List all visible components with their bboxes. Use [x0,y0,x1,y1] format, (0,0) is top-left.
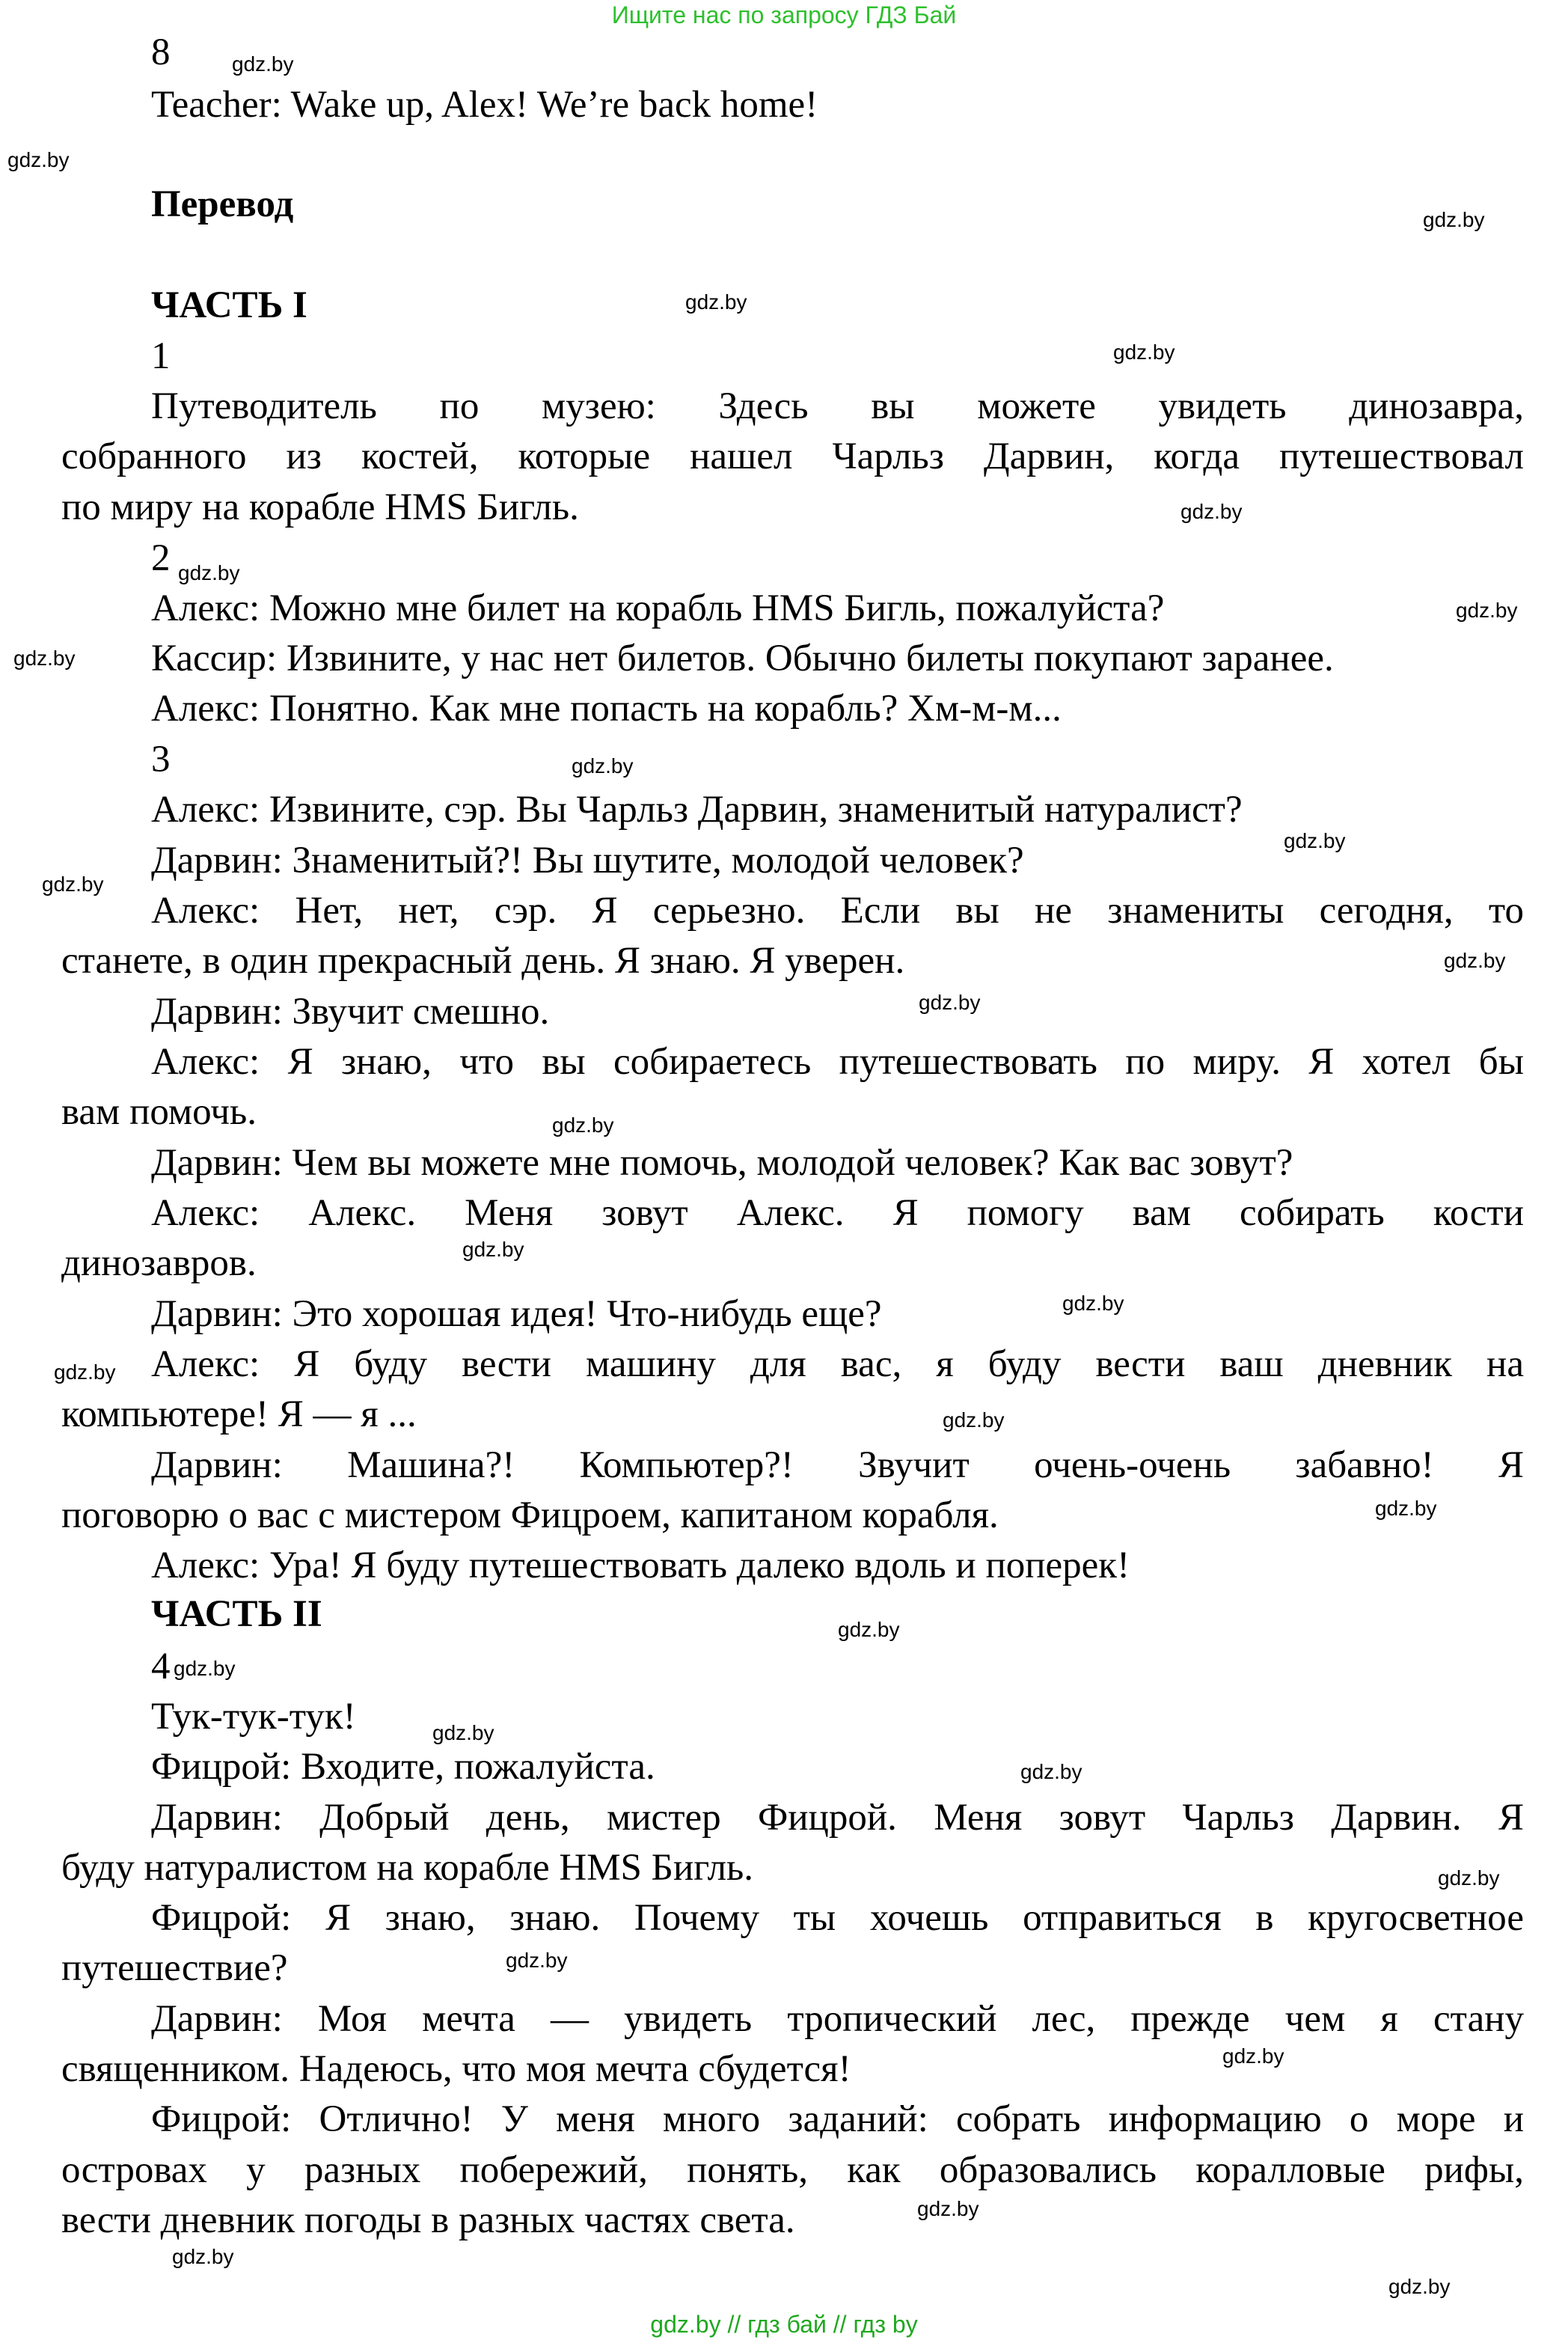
alex-ticket-line: Алекс: Можно мне билет на корабль HMS Бигль, пожалуйста? [151,587,1165,629]
darwin-dream-line-2: священником. Надеюсь, что моя мечта сбудется! [61,2048,851,2090]
watermark: gdz.by [917,2197,979,2220]
darwin-car-line-1: Дарвин: Машина?! Компьютер?! Звучит очень-очень забавно! Я [151,1444,1524,1486]
alex-no-line-2: станете, в один прекрасный день. Я знаю. Я уверен. [61,940,905,982]
watermark: gdz.by [172,2245,234,2268]
alex-understand-line: Алекс: Понятно. Как мне попасть на корабль? Хм-м-м... [151,688,1062,730]
teacher-line: Teacher: Wake up, Alex! We’re back home! [151,84,818,126]
alex-drive-line-1: Алекс: Я буду вести машину для вас, я буду вести ваш дневник на [151,1343,1524,1385]
alex-name-line-1: Алекс: Алекс. Меня зовут Алекс. Я помогу вам собирать кости [151,1192,1524,1234]
watermark: gdz.by [1423,208,1485,231]
alex-know-line-1: Алекс: Я знаю, что вы собираетесь путешествовать по миру. Я хотел бы [151,1041,1524,1083]
watermark: gdz.by [572,754,634,778]
watermark: gdz.by [838,1618,900,1641]
fitzroy-great-line-1: Фицрой: Отлично! У меня много заданий: собрать информацию о море и [151,2098,1524,2140]
watermark: gdz.by [54,1360,116,1384]
watermark: gdz.by [13,647,76,670]
watermark: gdz.by [462,1238,524,1261]
guide-line-3: по миру на корабле HMS Бигль. [61,486,579,528]
alex-know-line-2: вам помочь. [61,1091,257,1133]
guide-line-1: Путеводитель по музею: Здесь вы можете увидеть динозавра, [151,385,1524,427]
watermark: gdz.by [1456,599,1518,622]
number-2: 2 [151,537,171,579]
watermark: gdz.by [506,1949,568,1972]
number-8: 8 [151,31,171,73]
watermark: gdz.by [232,52,294,76]
watermark: gdz.by [1438,1866,1500,1890]
watermark: gdz.by [1020,1760,1082,1783]
heading-part-2: ЧАСТЬ II [151,1593,322,1635]
watermark: gdz.by [1113,340,1175,364]
fitzroy-know-line-1: Фицрой: Я знаю, знаю. Почему ты хочешь отправиться в кругосветное [151,1897,1524,1939]
alex-name-line-2: динозавров. [61,1242,257,1284]
darwin-good-day-line-1: Дарвин: Добрый день, мистер Фицрой. Меня зовут Чарльз Дарвин. Я [151,1797,1524,1839]
watermark: gdz.by [42,873,104,896]
watermark: gdz.by [1180,500,1243,523]
darwin-dream-line-1: Дарвин: Моя мечта — увидеть тропический лес, прежде чем я стану [151,1998,1524,2040]
heading-translation: Перевод [151,183,294,225]
watermark: gdz.by [943,1408,1005,1432]
number-1: 1 [151,335,171,377]
fitzroy-great-line-2: островах у разных побережий, понять, как образовались коралловые рифы, [61,2149,1524,2191]
darwin-good-day-line-2: буду натуралистом на корабле HMS Бигль. [61,1847,754,1889]
darwin-idea-line: Дарвин: Это хорошая идея! Что-нибудь еще? [151,1293,882,1335]
darwin-help-line: Дарвин: Чем вы можете мне помочь, молодой человек? Как вас зовут? [151,1142,1293,1184]
knock-line: Тук-тук-тук! [151,1696,356,1738]
fitzroy-great-line-3: вести дневник погоды в разных частях света. [61,2199,795,2241]
fitzroy-know-line-2: путешествие? [61,1947,288,1989]
fitzroy-come-line: Фицрой: Входите, пожалуйста. [151,1746,655,1788]
footer-links: gdz.by // гдз бай // гдз by [650,2311,918,2338]
cashier-line: Кассир: Извините, у нас нет билетов. Обычно билеты покупают заранее. [151,638,1334,679]
darwin-funny-line: Дарвин: Звучит смешно. [151,991,550,1033]
watermark: gdz.by [174,1657,236,1680]
watermark: gdz.by [178,561,240,584]
watermark: gdz.by [1062,1292,1124,1315]
watermark: gdz.by [1375,1497,1437,1520]
watermark: gdz.by [1284,829,1346,852]
number-3: 3 [151,739,171,780]
watermark: gdz.by [919,991,981,1014]
alex-excuse-line: Алекс: Извините, сэр. Вы Чарльз Дарвин, знаменитый натуралист? [151,789,1243,831]
watermark: gdz.by [7,148,70,171]
darwin-famous-line: Дарвин: Знаменитый?! Вы шутите, молодой человек? [151,840,1024,882]
alex-hooray-line: Алекс: Ура! Я буду путешествовать далеко вдоль и поперек! [151,1545,1130,1586]
alex-drive-line-2: компьютере! Я — я ... [61,1393,417,1435]
watermark: gdz.by [552,1114,614,1137]
number-4: 4 [151,1646,171,1687]
watermark: gdz.by [1222,2044,1284,2068]
guide-line-2: собранного из костей, которые нашел Чарльз Дарвин, когда путешествовал [61,436,1524,477]
watermark: gdz.by [1388,2275,1451,2298]
darwin-car-line-2: поговорю о вас с мистером Фицроем, капитаном корабля. [61,1494,999,1536]
top-banner: Ищите нас по запросу ГДЗ Бай [611,1,957,28]
watermark: gdz.by [432,1721,494,1744]
watermark: gdz.by [1444,949,1506,972]
alex-no-line-1: Алекс: Нет, нет, сэр. Я серьезно. Если вы не знамениты сегодня, то [151,890,1524,932]
heading-part-1: ЧАСТЬ I [151,284,307,326]
watermark: gdz.by [685,290,747,314]
